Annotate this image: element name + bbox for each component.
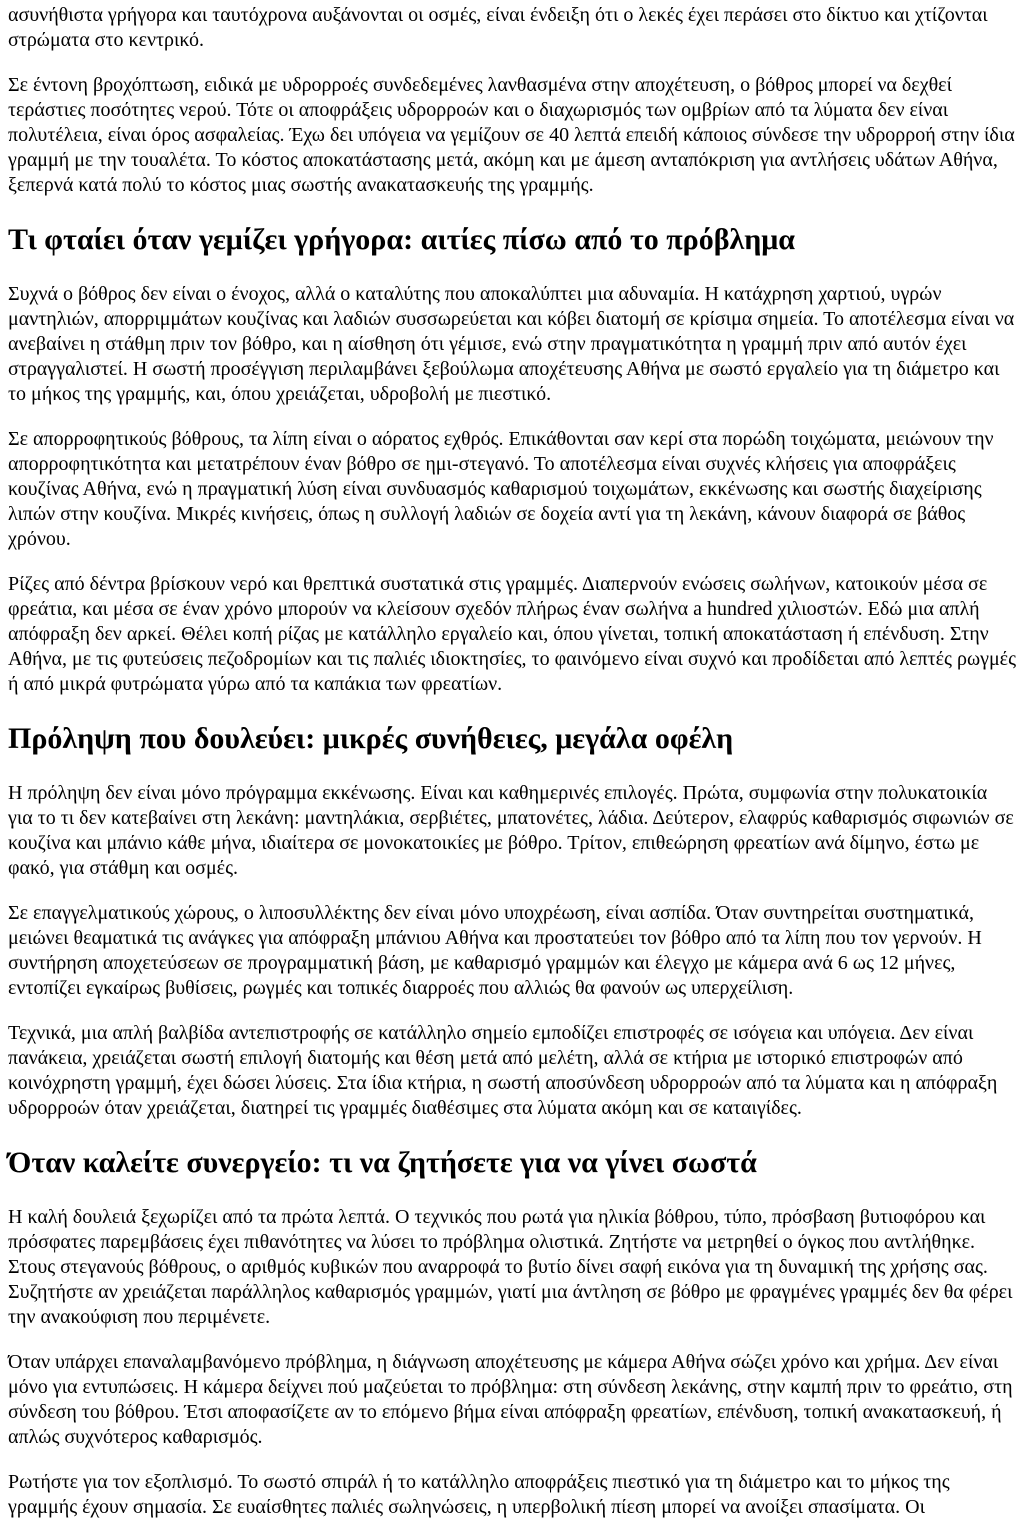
paragraph: Ρίζες από δέντρα βρίσκουν νερό και θρεπτικά συστατικά στις γραμμές. Διαπερνούν ενώσεις σωλήνων, κατοικούν μέσα σε φρεάτια, και μέσα σε έναν χρόνο μπορούν να κλείσουν σχεδόν πλήρως έναν σωλήνα a hundred χιλιοστών. Εδώ μια απλή απόφραξη δεν αρκεί. Θέλει κοπή ρίζας με κατάλληλο εργαλείο και, όπου γίνεται, τοπική αποκατάσταση ή επένδυση. Στην Αθήνα, με τις φυτεύσεις πεζοδρομίων και τις παλιές ιδιοκτησίες, το φαινόμενο είναι συχνό και προδίδεται από λεπτές ρωγμές ή από μικρά φυτρώματα γύρω από τα καπάκια των φρεατίων.: [8, 573, 1016, 695]
paragraph: Η πρόληψη δεν είναι μόνο πρόγραμμα εκκένωσης. Είναι και καθημερινές επιλογές. Πρώτα, συμφωνία στην πολυκατοικία για το τι δεν κατεβαίνει στη λεκάνη: μαντηλάκια, σερβιέτες, μπατονέτες, λάδια. Δεύτερον, ελαφρύς καθαρισμός σιφωνιών σε κουζίνα και μπάνιο κάθε μήνα, ιδιαίτερα σε μονοκατοικίες με βόθρο. Τρίτον, επιθεώρηση φρεατίων ανά δίμηνο, έστω με φακό, για στάθμη και οσμές.: [8, 782, 1014, 879]
paragraph: Σε επαγγελματικούς χώρους, ο λιποσυλλέκτης δεν είναι μόνο υποχρέωση, είναι ασπίδα. Όταν συντηρείται συστηματικά, μειώνει θεαματικά τις ανάγκες για απόφραξη μπάνιου Αθήνα και προστατεύει τον βόθρο από τα λίπη που τον γερνούν. Η συντήρηση αποχετεύσεων σε προγραμματική βάση, με καθαρισμό γραμμών και έλεγχο με κάμερα ανά 6 ως 12 μήνες, εντοπίζει εγκαίρως βυθίσεις, ρωγμές και τοπικές διαρροές που αλλιώς θα φανούν ως υπερχείλιση.: [8, 902, 982, 999]
paragraph: Τεχνικά, μια απλή βαλβίδα αντεπιστροφής σε κατάλληλο σημείο εμποδίζει επιστροφές σε ισόγεια και υπόγεια. Δεν είναι πανάκεια, χρειάζεται σωστή επιλογή διατομής και θέση μετά από μελέτη, αλλά σε κτήρια με ιστορικό επιστροφών από κοινόχρηστη γραμμή, έχει δώσει λύσεις. Στα ίδια κτήρια, η σωστή αποσύνδεση υδρορροών από τα λύματα και η απόφραξη υδρορροών όταν χρειάζεται, διατηρεί τις γραμμές διαθέσιμες στα λύματα ακόμη και σε καταιγίδες.: [8, 1022, 998, 1119]
paragraph: Σε έντονη βροχόπτωση, ειδικά με υδρορροές συνδεδεμένες λανθασμένα στην αποχέτευση, ο βόθρος μπορεί να δεχθεί τεράστιες ποσότητες νερού. Τότε οι αποφράξεις υδρορροών και ο διαχωρισμός των ομβρίων από τα λύματα δεν είναι πολυτέλεια, είναι όρος ασφαλείας. Έχω δει υπόγεια να γεμίζουν σε 40 λεπτά επειδή κάποιος σύνδεσε την υδρορροή στην ίδια γραμμή με την τουαλέτα. Το κόστος αποκατάστασης μετά, ακόμη και με άμεση ανταπόκριση για αντλήσεις υδάτων Αθήνα, ξεπερνά κατά πολύ το κόστος μιας σωστής ανακατασκευής της γραμμής.: [8, 74, 1015, 196]
paragraph: Σε απορροφητικούς βόθρους, τα λίπη είναι ο αόρατος εχθρός. Επικάθονται σαν κερί στα πορώδη τοιχώματα, μειώνουν την απορροφητικότητα και μετατρέπουν έναν βόθρο σε ημι-στεγανό. Το αποτέλεσμα είναι συχνές κλήσεις για αποφράξεις κουζίνας Αθήνα, ενώ η πραγματική λύση είναι συνδυασμός καθαρισμού τοιχωμάτων, εκκένωσης και σωστής διαχείρισης λιπών στην κουζίνα. Μικρές κινήσεις, όπως η συλλογή λαδιών σε δοχεία αντί για τη λεκάνη, κάνουν διαφορά σε βάθος χρόνου.: [8, 428, 994, 550]
article-body: [8, 3, 1016, 1520]
section-heading: Όταν καλείτε συνεργείο: τι να ζητήσετε για να γίνει σωστά: [8, 1146, 757, 1179]
paragraph: Ρωτήστε για τον εξοπλισμό. Το σωστό σπιράλ ή το κατάλληλο αποφράξεις πιεστικό για τη διάμετρο και το μήκος της γραμμής έχουν σημασία. Σε ευαίσθητες παλιές σωληνώσεις, η υπερβολική πίεση μπορεί να ανοίξει σπασίματα. Οι: [8, 1471, 950, 1518]
paragraph: ασυνήθιστα γρήγορα και ταυτόχρονα αυξάνονται οι οσμές, είναι ένδειξη ότι ο λεκές έχει περάσει στο δίκτυο και χτίζονται στρώματα στο κεντρικό.: [8, 4, 988, 51]
paragraph: Όταν υπάρχει επαναλαμβανόμενο πρόβλημα, η διάγνωση αποχέτευσης με κάμερα Αθήνα σώζει χρόνο και χρήμα. Δεν είναι μόνο για εντυπώσεις. Η κάμερα δείχνει πού μαζεύεται το πρόβλημα: στη σύνδεση λεκάνης, στην καμπή πριν το φρεάτιο, στη σύνδεση του βόθρου. Έτσι αποφασίζετε αν το επόμενο βήμα είναι απόφραξη φρεατίων, επένδυση, τοπική ανακατασκευή, ή απλώς συχνότερος καθαρισμός.: [8, 1351, 1013, 1448]
section-heading: Πρόληψη που δουλεύει: μικρές συνήθειες, μεγάλα οφέλη: [8, 722, 734, 755]
article-page: [0, 3, 1024, 1520]
paragraph: Η καλή δουλειά ξεχωρίζει από τα πρώτα λεπτά. Ο τεχνικός που ρωτά για ηλικία βόθρου, τύπο, πρόσβαση βυτιοφόρου και πρόσφατες παρεμβάσεις έχει πιθανότητες να λύσει το πρόβλημα ολιστικά. Ζητήστε να μετρηθεί ο όγκος που αντλήθηκε. Στους στεγανούς βόθρους, ο αριθμός κυβικών που αναρροφά το βυτίο δίνει σαφή εικόνα για τη δυναμική της χρήσης σας. Συζητήστε αν χρειάζεται παράλληλος καθαρισμός γραμμών, γιατί μια άντληση σε βόθρο με φραγμένες γραμμές δεν θα φέρει την ανακούφιση που περιμένετε.: [8, 1206, 1013, 1328]
section-heading: Τι φταίει όταν γεμίζει γρήγορα: αιτίες πίσω από το πρόβλημα: [8, 223, 796, 256]
paragraph: Συχνά ο βόθρος δεν είναι ο ένοχος, αλλά ο καταλύτης που αποκαλύπτει μια αδυναμία. Η κατάχρηση χαρτιού, υγρών μαντηλιών, απορριμμάτων κουζίνας και λαδιών συσσωρεύεται και κόβει διατομή σε κρίσιμα σημεία. Το αποτέλεσμα είναι να ανεβαίνει η στάθμη πριν τον βόθρο, και η αίσθηση ότι γέμισε, ενώ στην πραγματικότητα η γραμμή πριν από αυτόν έχει στραγγαλιστεί. Η σωστή προσέγγιση περιλαμβάνει ξεβούλωμα αποχέτευσης Αθήνα με σωστό εργαλείο για τη διάμετρο και το μήκος της γραμμής, και, όπου χρειάζεται, υδροβολή με πιεστικό.: [8, 283, 1015, 405]
